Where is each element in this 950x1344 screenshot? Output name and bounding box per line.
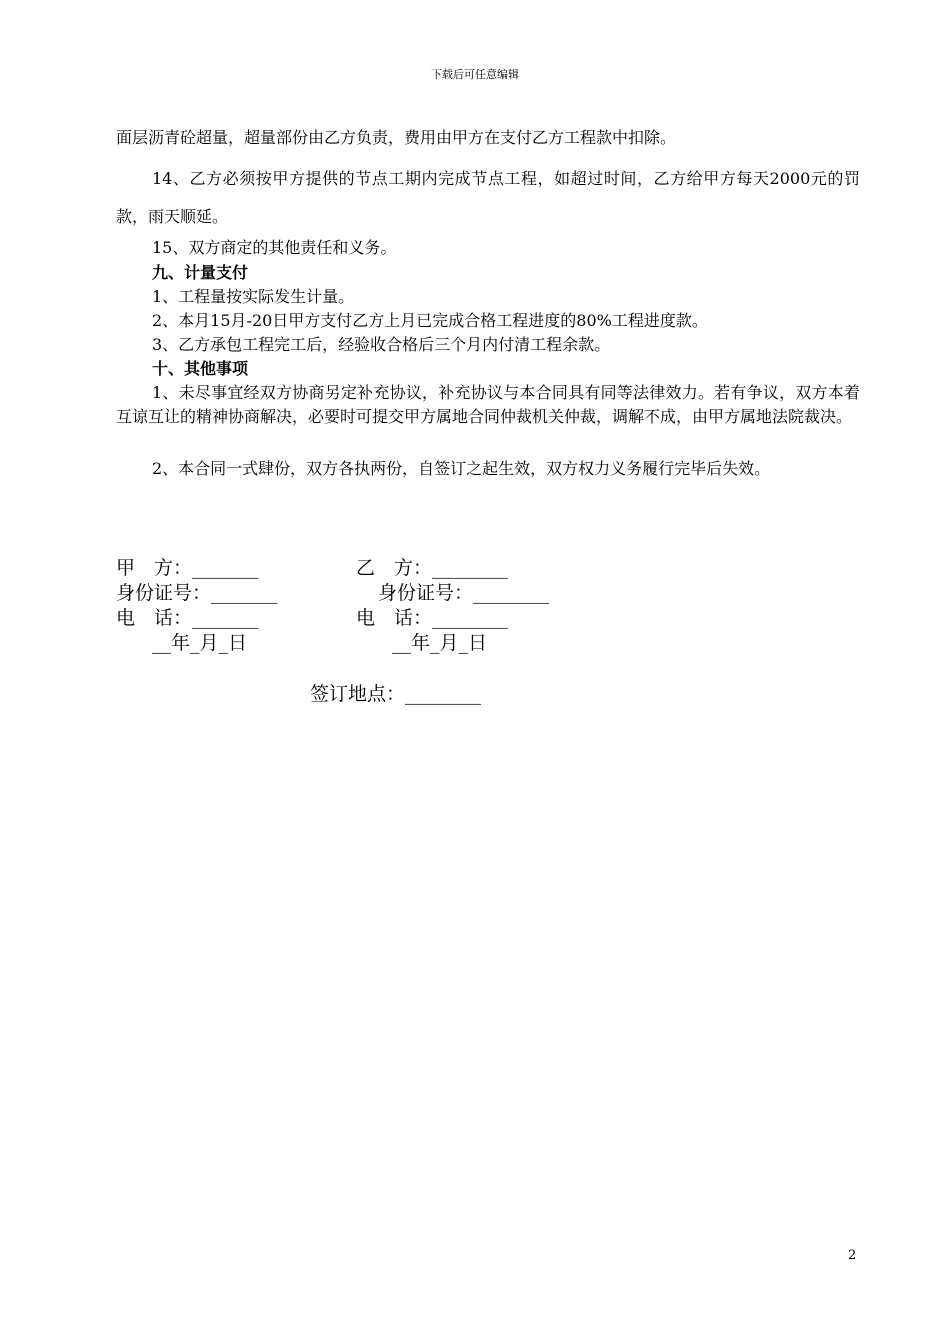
section-9-item-3: 3、乙方承包工程完工后，经验收合格后三个月内付清工程余款。 [152, 335, 611, 354]
signature-phone-b: 电 话：________ [356, 607, 509, 629]
signature-id-a: 身份证号：_______ [116, 582, 278, 604]
page-header: 下载后可任意编辑 [431, 68, 519, 81]
section-10-item-2: 2、本合同一式肆份，双方各执两份，自签订之起生效，双方权力义务履行完毕后失效。 [152, 459, 771, 478]
section-10-title: 十、其他事项 [152, 359, 249, 378]
signature-id-b: 身份证号：________ [378, 582, 550, 604]
section-9-item-2: 2、本月15月-20日甲方支付乙方上月已完成合格工程进度的80%工程进度款。 [152, 311, 708, 330]
section-9-title: 九、计量支付 [152, 263, 249, 282]
signature-party-b: 乙 方：________ [356, 557, 509, 579]
paragraph-continuation: 面层沥青砼超量，超量部份由乙方负责，费用由甲方在支付乙方工程款中扣除。 [116, 128, 677, 147]
signature-date-a: __年_月_日 [152, 632, 248, 654]
signature-phone-a: 电 话：_______ [116, 607, 259, 629]
paragraph-clause-14: 14、乙方必须按甲方提供的节点工期内完成节点工程，如超过时间，乙方给甲方每天2000元的罚款，雨天顺延。 [116, 169, 860, 226]
paragraph-clause-15: 15、双方商定的其他责任和义务。 [152, 238, 397, 257]
section-10-item-1: 1、未尽事宜经双方协商另定补充协议，补充协议与本合同具有同等法律效力。若有争议，双方本着互谅互让的精神协商解决，必要时可提交甲方属地合同仲裁机关仲裁，调解不成，由甲方属地法院裁决。 [116, 383, 860, 426]
section-9-item-1: 1、工程量按实际发生计量。 [152, 287, 355, 306]
signing-place: 签订地点：________ [310, 683, 482, 705]
page-number: 2 [848, 1248, 857, 1263]
signature-party-a: 甲 方：_______ [116, 557, 259, 579]
signature-date-b: __年_月_日 [392, 632, 488, 654]
